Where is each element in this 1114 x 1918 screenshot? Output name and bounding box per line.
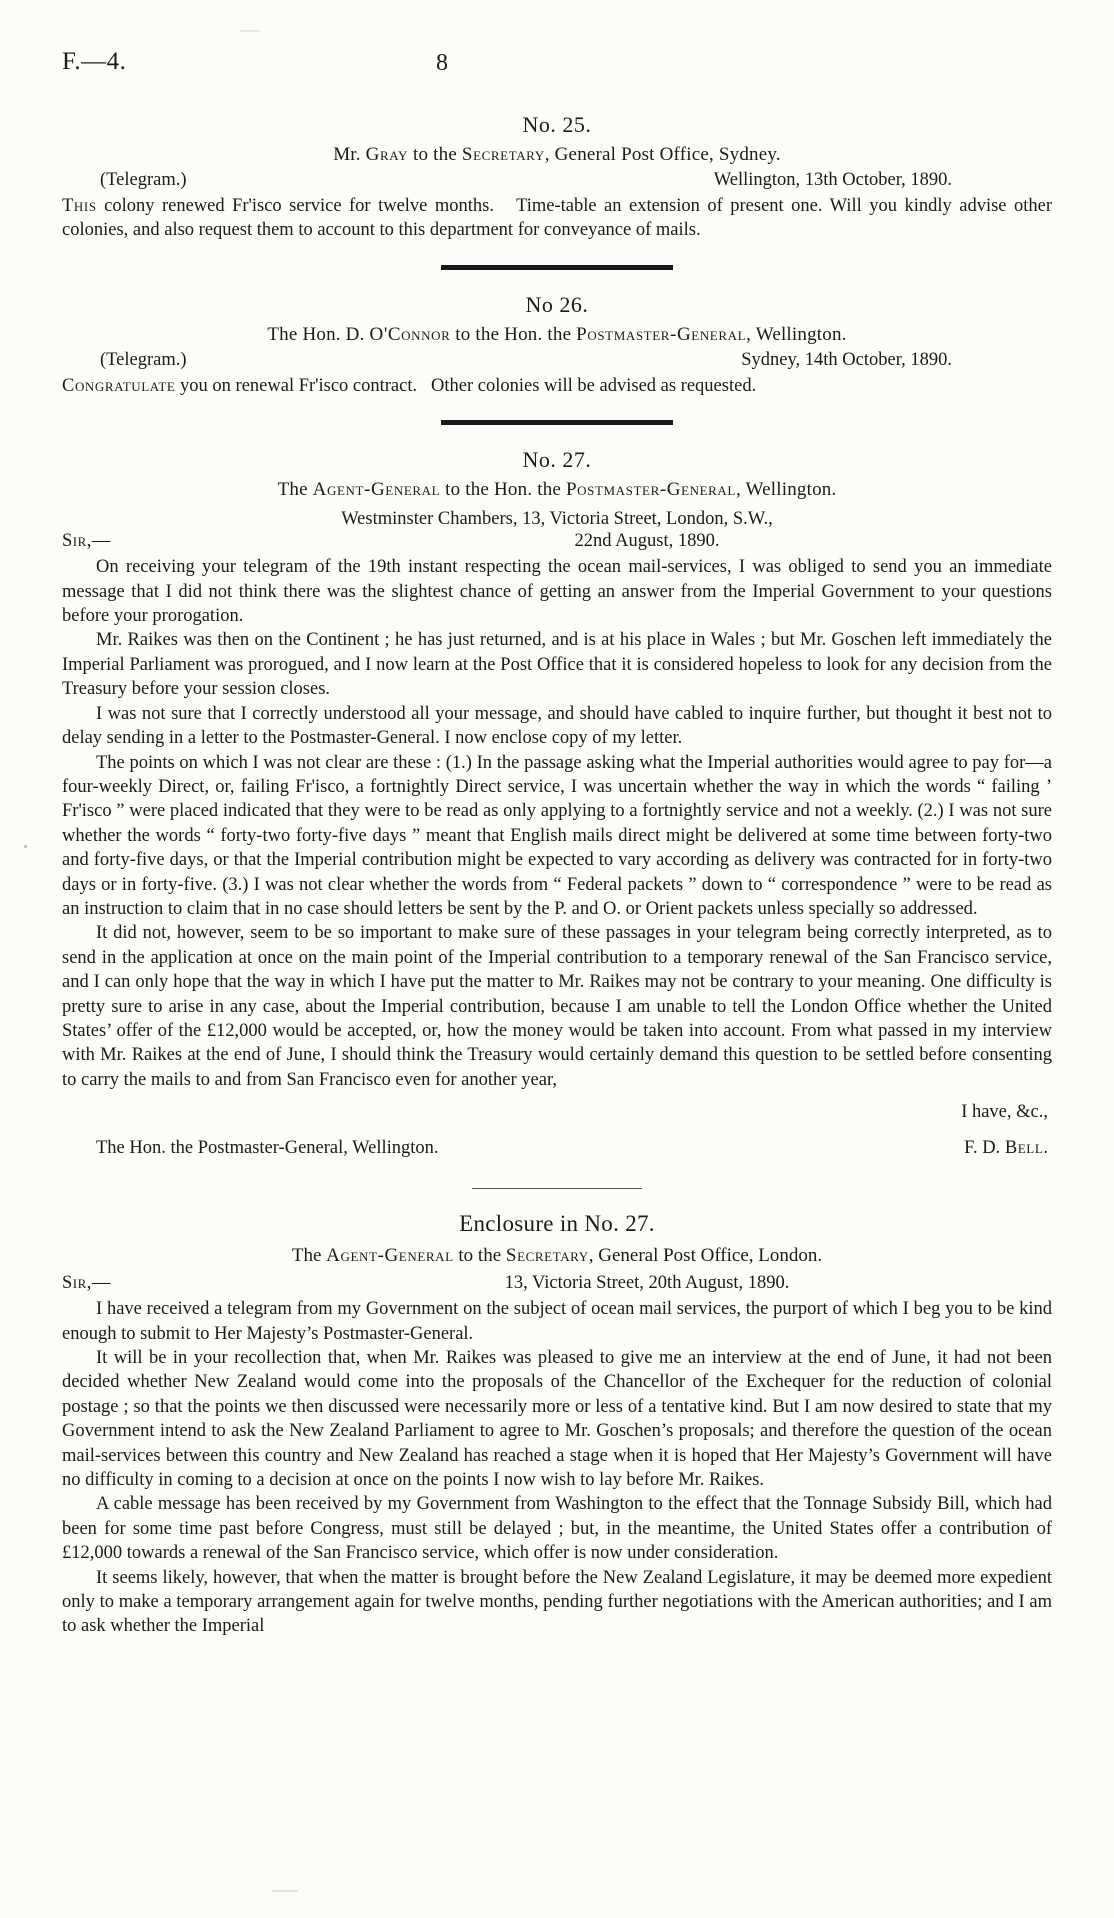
dateline: Wellington, 13th October, 1890. bbox=[713, 170, 952, 190]
folio-label: F.—4. bbox=[62, 48, 127, 75]
section-title bbox=[62, 144, 1052, 166]
dateline: 13, Victoria Street, 20th August, 1890. bbox=[504, 1273, 790, 1294]
paragraph: It did not, however, seem to be so important to make sure of these passages in your telegram being correctly interpreted, as to send in the application at once on the main point of the Imperial contribution to a temporary renewal of the San Francisco service, and I can only hope that the way in which I have put the matter to Mr. Raikes may not be contrary to your meaning. One difficulty is pretty sure to arise in any case, about the Imperial contribution, because I am unable to tell the London Office whether the United States’ offer of the £12,000 would be accepted, or, how the money would be taken into account. From what passed in my interview with Mr. Raikes at the end of June, I should think the Treasury would certainly demand this question to be settled before consenting to carry the mails to and from San Francisco even for another year, bbox=[62, 923, 1052, 1090]
salutation: Sir,— bbox=[62, 1273, 111, 1294]
paragraph bbox=[62, 194, 1052, 243]
title-pre: The Hon. D. bbox=[267, 323, 370, 345]
title-person: Gray bbox=[365, 144, 409, 165]
title-person: Agent-General bbox=[312, 479, 441, 501]
section-title bbox=[62, 479, 1052, 501]
title-mid: to the bbox=[408, 144, 462, 165]
signature-surname: Bell bbox=[1004, 1138, 1044, 1159]
page-number: 8 bbox=[436, 50, 448, 76]
title-mid: to the Hon. the bbox=[440, 479, 566, 501]
opening-word: This bbox=[62, 196, 97, 216]
enclosure-section bbox=[62, 1211, 1052, 1639]
title-post: , General Post Office, Sydney. bbox=[544, 144, 781, 165]
title-mid: to the bbox=[453, 1245, 506, 1267]
section-divider bbox=[441, 265, 673, 270]
address-line-2: 22nd August, 1890. bbox=[574, 531, 720, 552]
page-speck bbox=[24, 845, 27, 848]
dateline: Sydney, 14th October, 1890. bbox=[741, 349, 952, 370]
enclosure-salutation-row bbox=[62, 1273, 1052, 1297]
section-no-26 bbox=[62, 292, 1052, 425]
signature: F. D. Bell. bbox=[964, 1138, 1048, 1159]
paragraph-text: you on renewal Fr'isco contract. Other colonies will be advised as requested. bbox=[175, 375, 757, 396]
closing-phrase: I have, &c., bbox=[961, 1102, 1048, 1123]
section-number: No. 25. bbox=[522, 112, 592, 137]
opening-word: Congratulate bbox=[62, 375, 176, 396]
signature-row bbox=[62, 1138, 1052, 1164]
title-person: Agent-General bbox=[326, 1245, 454, 1267]
section-meta bbox=[62, 350, 1052, 374]
page-smudge-top bbox=[240, 30, 260, 32]
address-line-1: Westminster Chambers, 13, Victoria Street, London, S.W., bbox=[341, 509, 773, 530]
telegram-label: (Telegram.) bbox=[100, 349, 187, 370]
paragraph: I have received a telegram from my Government on the subject of ocean mail services, the purport of which I beg you to be kind enough to submit to Her Majesty’s Postmaster-General. bbox=[62, 1299, 1052, 1344]
paragraph bbox=[62, 374, 1052, 398]
title-recipient: Postmaster-General bbox=[576, 323, 747, 345]
section-divider bbox=[441, 420, 673, 425]
section-meta bbox=[62, 170, 1052, 194]
title-recipient: Postmaster-General bbox=[565, 479, 736, 501]
title-pre: The bbox=[291, 1245, 327, 1267]
section-number: No 26. bbox=[525, 291, 589, 317]
salutation-row bbox=[62, 531, 1052, 555]
page-smudge-bottom bbox=[272, 1890, 298, 1892]
section-no-25 bbox=[62, 112, 1052, 270]
paragraph: Mr. Raikes was then on the Continent ; he has just returned, and is at his place in Wales ; but Mr. Goschen left immediately the Imperial Parliament was prorogued, and I now learn at the Post Office that it is considered hopeless to look for any decision from the Treasury before your session closes. bbox=[62, 630, 1052, 700]
page-content bbox=[62, 48, 1052, 1639]
paragraph: A cable message has been received by my Government from Washington to the effect that the Tonnage Subsidy Bill, which had been for some time past before Congress, must still be delayed ; but, in the meantime, the United States offer a contribution of £12,000 towards a renewal of the San Francisco service, which offer is now under consideration. bbox=[62, 1494, 1052, 1564]
letter-footer-address: The Hon. the Postmaster-General, Wellington. bbox=[96, 1138, 439, 1159]
paragraph: It will be in your recollection that, when Mr. Raikes was pleased to give me an interview at the end of June, it had not been decided whether New Zealand would come into the proposals of the Chancellor of the Exchequer for the reduction of colonial postage ; so that the points we then discussed were necessarily more or less of a tentative kind. But I am now desired to state that my Government intend to ask the New Zealand Parliament to agree to Mr. Goschen’s proposals; and therefore the question of the ocean mail-services between this country and New Zealand has reached a stage when it is hoped that Her Majesty’s Government will have no difficulty in coming to a decision at once on the points I now wish to lay before Mr. Raikes. bbox=[62, 1348, 1052, 1491]
enclosure-title: Enclosure in No. 27. bbox=[459, 1211, 655, 1237]
paragraph: The points on which I was not clear are these : (1.) In the passage asking what the Imperial authorities would agree to pay for—a four-weekly Direct, or, failing Fr'isco, a fortnightly Direct service, I was uncertain whether the way in which the words “ failing ’ Fr'isco ” were placed indicated that they were to be read as only applying to a fortnightly service and not a weekly. (2.) I was not sure whether the words “ forty-two forty-five days ” meant that English mails direct might be delivered at some time between forty-two and forty-five days, or that the Imperial contribution might be expected to vary according as delivery was contracted for in forty-two days or in forty-five. (3.) I was not clear whether the words from “ Federal packets ” down to “ correspondence ” were to be read as an instruction to claim that in no case should letters be sent by the P. and O. or Orient packets unless specially so addressed. bbox=[62, 752, 1052, 919]
telegram-label: (Telegram.) bbox=[100, 170, 187, 190]
closing-row bbox=[62, 1102, 1052, 1128]
title-pre: The bbox=[277, 479, 313, 501]
section-no-27 bbox=[62, 447, 1052, 1189]
paragraph: I was not sure that I correctly understood all your message, and should have cabled to inquire further, but thought it best not to delay sending in a letter to the Postmaster-General. I now enclose copy of my letter. bbox=[62, 703, 1052, 749]
page-header bbox=[62, 48, 1052, 90]
title-post: , General Post Office, London. bbox=[588, 1245, 823, 1267]
title-post: , Wellington. bbox=[746, 323, 847, 345]
paragraph-text: colony renewed Fr'isco service for twelve months. Time-table an extension of present one. Will you kindly advise other colonies, and also request them to account to this department for conveyance of mails. bbox=[62, 196, 1052, 241]
section-title bbox=[62, 324, 1052, 346]
paragraph: It seems likely, however, that when the matter is brought before the New Zealand Legislature, it may be deemed more expedient only to make a temporary arrangement again for twelve months, pending further negotiations with the American authorities; and I am to ask whether the Imperial bbox=[62, 1567, 1052, 1637]
section-divider-thin bbox=[472, 1188, 642, 1189]
title-recipient: Secretary bbox=[461, 144, 545, 165]
title-person: O'Connor bbox=[369, 323, 451, 345]
paragraph: On receiving your telegram of the 19th instant respecting the ocean mail-services, I was obliged to send you an immediate message that I did not think there was the slightest chance of getting an answer from the Imperial Government to your questions before your prorogation. bbox=[62, 557, 1052, 627]
salutation: Sir,— bbox=[62, 531, 111, 552]
title-pre: Mr. bbox=[333, 144, 366, 165]
title-post: , Wellington. bbox=[735, 479, 837, 501]
title-recipient: Secretary bbox=[505, 1245, 589, 1267]
title-mid: to the Hon. the bbox=[450, 323, 577, 345]
letter-address bbox=[62, 507, 1052, 531]
enclosure-header bbox=[62, 1245, 1052, 1267]
section-number: No. 27. bbox=[522, 447, 592, 473]
